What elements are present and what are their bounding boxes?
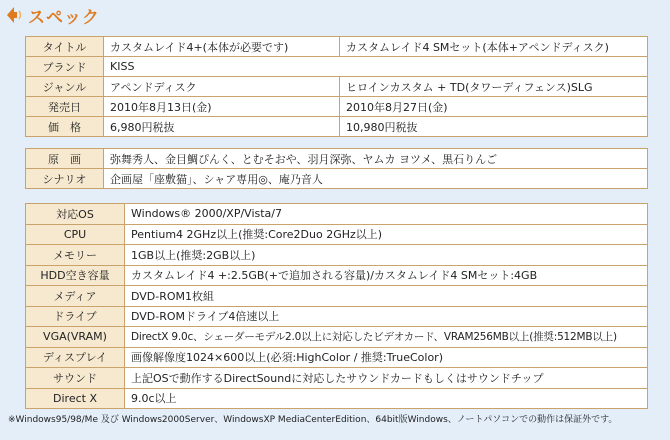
cell-value: カスタムレイド4 SMセット(本体+アペンドディスク) [340, 37, 648, 57]
row-label: 原 画 [26, 149, 104, 169]
table-row [26, 37, 648, 57]
cell-value: 画像解像度1024×600以上(必須:HighColor / 推奨:TrueColor) [125, 347, 648, 368]
cell-value: 9.0c以上 [125, 388, 648, 409]
row-label: タイトル [26, 37, 104, 57]
row-label: シナリオ [26, 169, 104, 189]
table-row [26, 117, 648, 137]
row-label: HDD空き容量 [26, 265, 125, 286]
cell-value: カスタムレイド4+(本体が必要です) [104, 37, 340, 57]
cell-value: 2010年8月13日(金) [104, 97, 340, 117]
row-label: 対応OS [26, 204, 125, 225]
cell-value: Pentium4 2GHz以上(推奨:Core2Duo 2GHz以上) [125, 224, 648, 245]
table-row [26, 245, 648, 266]
table-row [26, 149, 648, 169]
table-row [26, 286, 648, 307]
product-table [25, 36, 648, 137]
page-title: スペック [28, 7, 100, 28]
row-label: メモリー [26, 245, 125, 266]
table-row [26, 204, 648, 225]
table-row [26, 169, 648, 189]
table-row [26, 57, 648, 77]
cell-value: カスタムレイド4 +:2.5GB(+で追加される容量)/カスタムレイド4 SMセット:4GB [125, 265, 648, 286]
speaker-icon [4, 4, 26, 26]
row-label: メディア [26, 286, 125, 307]
row-label: 価 格 [26, 117, 104, 137]
table-row [26, 265, 648, 286]
cell-value: DVD-ROM1枚組 [125, 286, 648, 307]
table-row [26, 368, 648, 389]
row-label: 発売日 [26, 97, 104, 117]
table-row [26, 224, 648, 245]
table-row [26, 306, 648, 327]
footnote: ※Windows95/98/Me 及び Windows2000Server、WindowsXP MediaCenterEdition、64bit版Windows、ノートパソコンでの動作は保証外です。 [8, 415, 618, 425]
cell-value: DirectX 9.0c、シェーダーモデル2.0以上に対応したビデオカード、VRAM256MB以上(推奨:512MB以上) [125, 327, 648, 348]
row-label: ジャンル [26, 77, 104, 97]
cell-value: 1GB以上(推奨:2GB以上) [125, 245, 648, 266]
section-heading [4, 2, 100, 28]
cell-value: 上記OSで動作するDirectSoundに対応したサウンドカードもしくはサウンドチップ [125, 368, 648, 389]
cell-value: Windows® 2000/XP/Vista/7 [125, 204, 648, 225]
row-label: CPU [26, 224, 125, 245]
requirements-table [25, 203, 648, 409]
row-label: ディスプレイ [26, 347, 125, 368]
row-label: ブランド [26, 57, 104, 77]
cell-value: 6,980円税抜 [104, 117, 340, 137]
row-label: サウンド [26, 368, 125, 389]
table-row [26, 97, 648, 117]
table-row [26, 347, 648, 368]
cell-value: 弥舞秀人、金目鯛ぴんく、とむそおや、羽月深弥、ヤムカ ヨツメ、黒石りんご [104, 149, 648, 169]
cell-value: アペンドディスク [104, 77, 340, 97]
row-label: ドライブ [26, 306, 125, 327]
cell-value: 2010年8月27日(金) [340, 97, 648, 117]
cell-value: DVD-ROMドライブ4倍速以上 [125, 306, 648, 327]
row-label: Direct X [26, 388, 125, 409]
cell-value: 10,980円税抜 [340, 117, 648, 137]
staff-table [25, 148, 648, 189]
row-label: VGA(VRAM) [26, 327, 125, 348]
cell-value: ヒロインカスタム + TD(タワーディフェンス)SLG [340, 77, 648, 97]
table-row [26, 77, 648, 97]
cell-value: KISS [104, 57, 648, 77]
cell-value: 企画屋「座敷猫」、シャア専用◎、庵乃音人 [104, 169, 648, 189]
table-row [26, 327, 648, 348]
table-row [26, 388, 648, 409]
